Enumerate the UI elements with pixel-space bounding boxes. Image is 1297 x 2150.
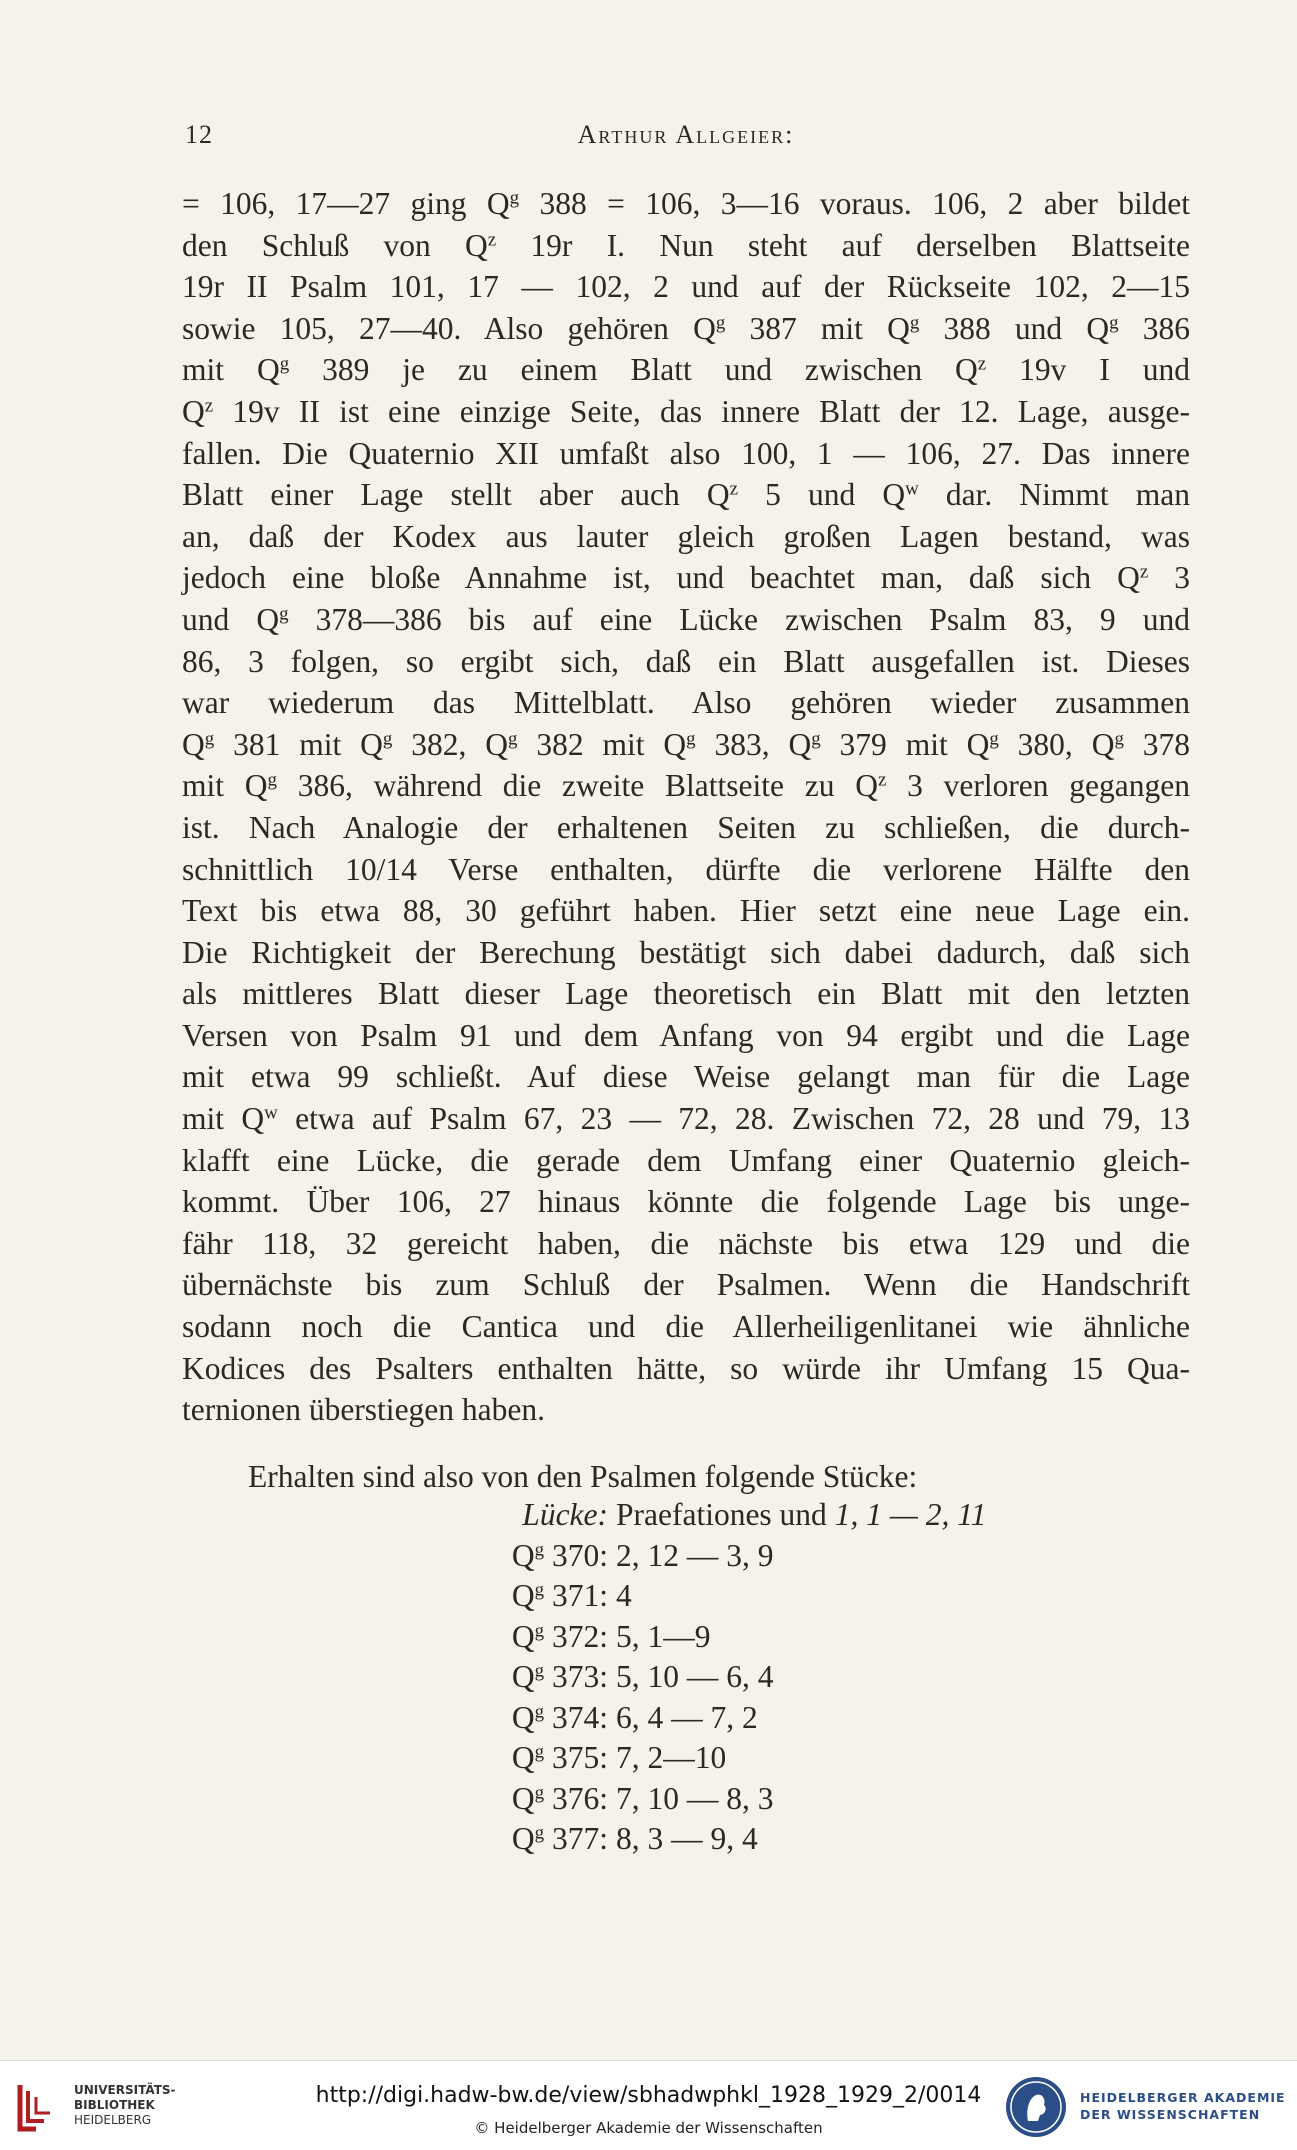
library-line-1: UNIVERSITÄTS- bbox=[74, 2083, 176, 2097]
page-header bbox=[185, 120, 1187, 160]
academy-line-2: DER WISSENSCHAFTEN bbox=[1080, 2107, 1261, 2122]
text-line: kommt. Über 106, 27 hinaus könnte die folgende Lage bis unge- bbox=[182, 1184, 1190, 1220]
fragment-key: $Q^g$ 372: bbox=[511, 1618, 608, 1654]
text-line: ternionen überstiegen haben. bbox=[182, 1392, 545, 1428]
text-line: $Q^z$ 19v II ist eine einzige Seite, das innere Blatt der 12. Lage, ausge- bbox=[182, 393, 1190, 429]
text-line: sodann noch die Cantica und die Allerheiligenlitanei wie ähnliche bbox=[182, 1309, 1190, 1345]
fragment-range: 6, 4 — 7, 2 bbox=[616, 1699, 758, 1735]
academy-seal-icon bbox=[1004, 2075, 1068, 2139]
text-line: jedoch eine bloße Annahme ist, und beachtet man, daß sich $Q^z$ 3 bbox=[182, 560, 1190, 596]
text-line: den Schluß von $Q^z$ 19r I. Nun steht auf derselben Blattseite bbox=[182, 227, 1191, 263]
permalink-url[interactable]: http://digi.hadw-bw.de/view/sbhadwphkl_1928_1929_2/0014 bbox=[315, 2083, 982, 2108]
text-line: ist. Nach Analogie der erhaltenen Seiten zu schließen, die durch- bbox=[182, 809, 1190, 845]
text-line: 19r II Psalm 101, 17 — 102, 2 und auf der Rückseite 102, 2—15 bbox=[182, 269, 1190, 305]
text-line: an, daß der Kodex aus lauter gleich großen Lagen bestand, was bbox=[182, 518, 1190, 554]
text-line: fähr 118, 32 gereicht haben, die nächste bis etwa 129 und die bbox=[182, 1225, 1190, 1261]
text-line: sowie 105, 27—40. Also gehören $Q^g$ 387 mit $Q^g$ 388 und $Q^g$ 386 bbox=[182, 310, 1190, 346]
fragment-key: $Q^g$ 377: bbox=[511, 1821, 608, 1856]
copyright-notice: © Heidelberger Akademie der Wissenschaften bbox=[474, 2119, 823, 2137]
fragment-range: Praefationes und 1, 1 — 2, 11 bbox=[616, 1497, 987, 1532]
text-line: mit $Q^g$ 386, während die zweite Blattseite zu $Q^z$ 3 verloren gegangen bbox=[182, 768, 1190, 804]
text-line: mit $Q^w$ etwa auf Psalm 67, 23 — 72, 28. Zwischen 72, 28 und 79, 13 bbox=[182, 1101, 1190, 1137]
text-line: mit $Q^g$ 389 je zu einem Blatt und zwischen $Q^z$ 19v I und bbox=[182, 352, 1190, 388]
text-line: klafft eine Lücke, die gerade dem Umfang einer Quaternio gleich- bbox=[182, 1142, 1190, 1178]
library-line-2: BIBLIOTHEK bbox=[74, 2098, 155, 2112]
text-line: war wiederum das Mittelblatt. Also gehören wieder zusammen bbox=[182, 685, 1190, 721]
text-line: mit etwa 99 schließt. Auf diese Weise gelangt man für die Lage bbox=[182, 1059, 1190, 1095]
fragments-caption: Erhalten sind also von den Psalmen folgende Stücke: bbox=[248, 1459, 918, 1494]
academy-name bbox=[1080, 2089, 1286, 2123]
text-line: und $Q^g$ 378—386 bis auf eine Lücke zwischen Psalm 83, 9 und bbox=[182, 601, 1190, 637]
text-line: Kodices des Psalters enthalten hätte, so würde ihr Umfang 15 Qua- bbox=[182, 1350, 1190, 1386]
fragment-key: $Q^g$ 373: bbox=[511, 1659, 608, 1694]
body-text bbox=[182, 183, 1190, 1431]
fragment-key: $Q^g$ 371: bbox=[511, 1578, 608, 1613]
text-line: Blatt einer Lage stellt aber auch $Q^z$ 5 und $Q^w$ dar. Nimmt man bbox=[182, 477, 1190, 513]
text-line: 86, 3 folgen, so ergibt sich, daß ein Blatt ausgefallen ist. Dieses bbox=[182, 643, 1190, 679]
library-line-3: HEIDELBERG bbox=[74, 2113, 152, 2127]
page-number: 12 bbox=[185, 120, 213, 149]
fragment-key: $Q^g$ 376: bbox=[511, 1780, 608, 1816]
text-line: schnittlich 10/14 Verse enthalten, dürfte die verlorene Hälfte den bbox=[182, 851, 1190, 887]
text-line: $Q^g$ 381 mit $Q^g$ 382, $Q^g$ 382 mit $Q^g$ 383, $Q^g$ 379 mit $Q^g$ 380, $Q^g$ 378 bbox=[182, 726, 1191, 762]
fragment-key: $Q^g$ 375: bbox=[511, 1740, 608, 1775]
fragment-key: Lücke: bbox=[522, 1497, 608, 1532]
text-line: übernächste bis zum Schluß der Psalmen. Wenn die Handschrift bbox=[182, 1267, 1190, 1303]
text-line: fallen. Die Quaternio XII umfaßt also 100, 1 — 106, 27. Das innere bbox=[182, 435, 1190, 471]
running-title: Arthur Allgeier: bbox=[577, 120, 795, 149]
fragment-range: 5, 1—9 bbox=[616, 1618, 711, 1654]
fragment-key: $Q^g$ 370: bbox=[511, 1537, 608, 1573]
fragment-range: 4 bbox=[616, 1578, 632, 1613]
fragment-range: 7, 2—10 bbox=[616, 1740, 727, 1775]
fragment-range: 7, 10 — 8, 3 bbox=[616, 1780, 774, 1816]
text-line: Versen von Psalm 91 und dem Anfang von 94 ergibt und die Lage bbox=[182, 1017, 1190, 1053]
fragment-range-italic: 1, 1 — 2, 11 bbox=[834, 1497, 987, 1532]
fragment-range: 2, 12 — 3, 9 bbox=[616, 1537, 774, 1573]
academy-line-1: HEIDELBERGER AKADEMIE bbox=[1080, 2090, 1286, 2105]
fragment-range: 5, 10 — 6, 4 bbox=[616, 1659, 774, 1694]
fragment-range: 8, 3 — 9, 4 bbox=[616, 1821, 758, 1856]
footer-bar bbox=[0, 2060, 1297, 2150]
text-line: als mittleres Blatt dieser Lage theoretisch ein Blatt mit den letzten bbox=[182, 976, 1190, 1012]
text-line: = 106, 17—27 ging $Q^g$ 388 = 106, 3—16 voraus. 106, 2 aber bildet bbox=[182, 186, 1191, 221]
text-line: Text bis etwa 88, 30 geführt haben. Hier setzt eine neue Lage ein. bbox=[182, 893, 1190, 929]
fragment-key: $Q^g$ 374: bbox=[511, 1699, 608, 1735]
text-line: Die Richtigkeit der Berechung bestätigt sich dabei dadurch, daß sich bbox=[182, 934, 1190, 970]
